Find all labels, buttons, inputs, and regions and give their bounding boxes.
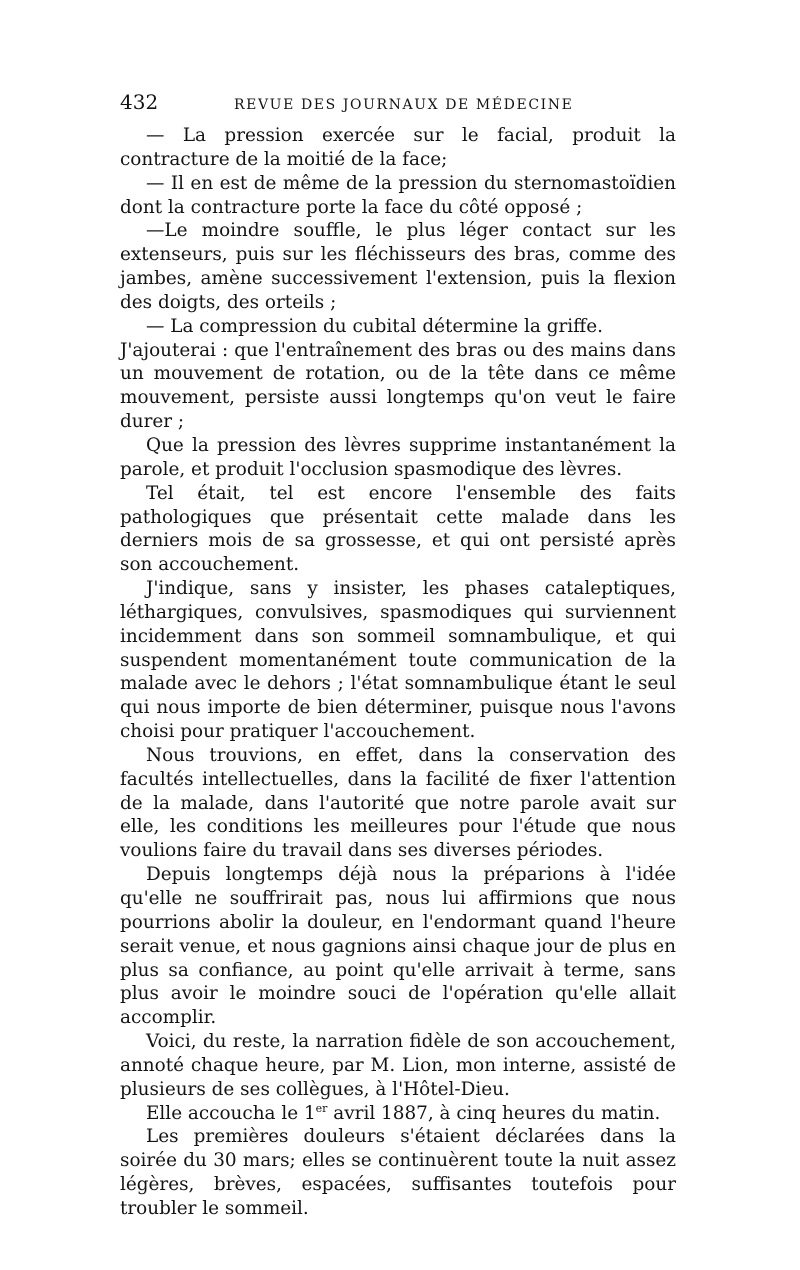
paragraph-sternomastoid: — Il en est de même de la pression du sternomastoïdien dont la contracture porte la face du côté opposé ; bbox=[120, 172, 676, 218]
paragraph-rotation: J'ajouterai : que l'entraînement des bras ou des mains dans un mouvement de rotation, ou de la tête dans ce même mouvement, persiste aussi longtemps qu'on veut le faire durer ; bbox=[120, 339, 676, 433]
paragraph-ensemble: Tel était, tel est encore l'ensemble des faits pathologiques que présentait cette malade dans les derniers mois de sa grossesse, et qui ont persisté après son accouchement. bbox=[120, 482, 676, 576]
paragraph-conditions: Nous trouvions, en effet, dans la conservation des facultés intellectuelles, dans la facilité de fixer l'attention de la malade, dans l'autorité que notre parole avait sur elle, les conditions les meilleures pour l'étude que nous voulions faire du travail dans ses diverses périodes. bbox=[120, 744, 676, 862]
paragraph-narration: Voici, du reste, la narration fidèle de son accouchement, annoté chaque heure, par M. Lion, mon interne, assisté de plusieurs de ses collègues, à l'Hôtel-Dieu. bbox=[120, 1031, 676, 1100]
paragraph-phases: J'indique, sans y insister, les phases cataleptiques, léthargiques, convulsives, spasmodiques qui surviennent incidemment dans son sommeil somnambulique, et qui suspendent momentanément toute communication de la malade avec le dehors ; l'état somnambulique étant le seul qui nous importe de bien déterminer, puisque nous l'avons choisi pour pratiquer l'accouchement. bbox=[120, 578, 676, 743]
paragraph-light-contact: —Le moindre souffle, le plus léger contact sur les extenseurs, puis sur les fléchisseurs des bras, comme des jambes, amène successivement l'extension, puis la flexion des doigts, des orteils ; bbox=[120, 220, 676, 313]
page-header bbox=[120, 90, 676, 124]
paragraph-cubital: — La compression du cubital détermine la griffe. bbox=[146, 315, 603, 337]
paragraph-facial-pressure: — La pression exercée sur le facial, produit la contracture de la moitié de la face; bbox=[120, 125, 676, 170]
delivery-date-start: Elle accoucha le 1 bbox=[146, 1102, 316, 1124]
paragraph-lips: Que la pression des lèvres supprime instantanément la parole, et produit l'occlusion spasmodique des lèvres. bbox=[120, 434, 676, 480]
ordinal-superscript: er bbox=[315, 1101, 328, 1115]
book-page bbox=[120, 90, 676, 1221]
delivery-date-end: avril 1887, à cinq heures du matin. bbox=[327, 1102, 661, 1124]
paragraph-first-pains: Les premières douleurs s'étaient déclarées dans la soirée du 30 mars; elles se continuèrent toute la nuit assez légères, brèves, espacées, suffisantes toutefois pour troubler le sommeil. bbox=[120, 1126, 676, 1219]
paragraph-preparation: Depuis longtemps déjà nous la préparions à l'idée qu'elle ne souffrirait pas, nous lui affirmions que nous pourrions abolir la douleur, en l'endormant quand l'heure serait venue, et nous gagnions ainsi chaque jour de plus en plus sa confiance, au point qu'elle arrivait à terme, sans plus avoir le moindre souci de l'opération qu'elle allait accomplir. bbox=[120, 864, 676, 1029]
running-title: REVUE DES JOURNAUX DE MÉDECINE bbox=[234, 97, 574, 113]
page-number: 432 bbox=[120, 90, 159, 114]
paragraph-delivery-date bbox=[120, 1102, 676, 1126]
body-text bbox=[120, 124, 676, 1221]
